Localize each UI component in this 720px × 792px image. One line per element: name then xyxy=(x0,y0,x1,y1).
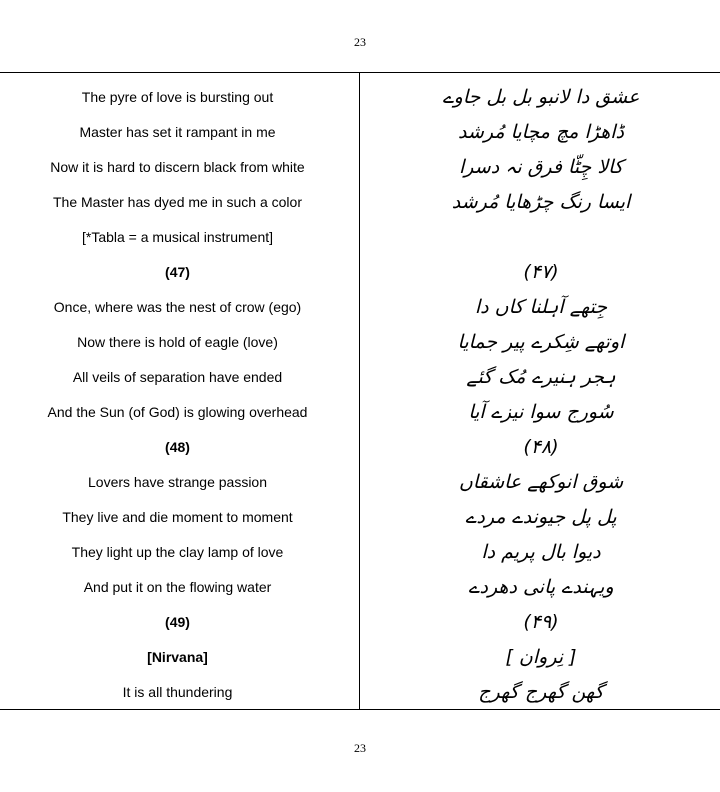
verse-row xyxy=(0,290,720,325)
urdu-line: ہجر ہنیرے مُک گئے xyxy=(466,366,616,388)
english-line: (47) xyxy=(165,264,190,280)
translation-table xyxy=(0,80,720,710)
urdu-line: (۴۸) xyxy=(523,436,559,458)
verse-row xyxy=(0,605,720,640)
verse-row xyxy=(0,80,720,115)
english-line: The Master has dyed me in such a color xyxy=(52,194,302,210)
english-line: Master has set it rampant in me xyxy=(79,124,276,140)
english-line: All veils of separation have ended xyxy=(72,369,283,385)
verse-row xyxy=(0,360,720,395)
urdu-line: ویہندے پانی دھردے xyxy=(468,576,614,598)
urdu-line: جِتھے آہلنا کاں دا xyxy=(474,296,608,318)
verse-row xyxy=(0,465,720,500)
urdu-line: (۴۷) xyxy=(523,261,559,283)
page-number-top: 23 xyxy=(354,35,366,49)
urdu-line: ایسا رنگ چڑھایا مُرشد xyxy=(451,191,631,213)
english-line: Lovers have strange passion xyxy=(88,474,267,490)
urdu-line: پل پل جیوندے مردے xyxy=(465,506,617,528)
verse-row xyxy=(0,395,720,430)
english-line: [Nirvana] xyxy=(147,649,208,665)
verse-row xyxy=(0,220,720,255)
verse-row xyxy=(0,675,720,710)
english-line: Once, where was the nest of crow (ego) xyxy=(53,299,302,315)
english-line: (49) xyxy=(165,614,190,630)
urdu-line: گھن گھرج گھرج xyxy=(478,681,604,703)
urdu-line: اوتھے شِکرے پیر جمایا xyxy=(457,331,625,353)
page-number-bottom: 23 xyxy=(354,741,366,755)
english-line: The pyre of love is bursting out xyxy=(81,89,274,105)
verse-row xyxy=(0,640,720,675)
english-line: It is all thundering xyxy=(122,684,233,700)
english-line: They live and die moment to moment xyxy=(62,509,293,525)
verse-row xyxy=(0,150,720,185)
english-line: Now there is hold of eagle (love) xyxy=(77,334,278,350)
urdu-line: [ نِروان ] xyxy=(505,646,577,668)
urdu-line: ڈاھڑا مچ مچایا مُرشد xyxy=(458,121,624,143)
verse-row xyxy=(0,500,720,535)
verse-row xyxy=(0,115,720,150)
verse-row xyxy=(0,535,720,570)
english-line: They light up the clay lamp of love xyxy=(71,544,284,560)
urdu-line: دیوا بال پریم دا xyxy=(481,541,601,563)
english-line: [*Tabla = a musical instrument] xyxy=(81,229,274,245)
english-line: And put it on the flowing water xyxy=(83,579,272,595)
top-rule xyxy=(0,72,720,73)
urdu-line: کالا چِٹّا فرق نہ دسرا xyxy=(459,156,623,178)
urdu-line: شوق انوکھے عاشقاں xyxy=(458,471,624,493)
verse-row xyxy=(0,570,720,605)
verse-row xyxy=(0,185,720,220)
verse-row xyxy=(0,325,720,360)
verse-row xyxy=(0,255,720,290)
bottom-rule xyxy=(0,709,720,710)
english-line: (48) xyxy=(165,439,190,455)
verse-row xyxy=(0,430,720,465)
english-line: And the Sun (of God) is glowing overhead xyxy=(47,404,308,420)
urdu-line: عشق دا لانبو بل بل جاوے xyxy=(442,86,640,108)
urdu-line: (۴۹) xyxy=(523,611,559,633)
urdu-line: سُورج سوا نیزے آیا xyxy=(468,401,614,423)
english-line: Now it is hard to discern black from white xyxy=(50,159,305,175)
